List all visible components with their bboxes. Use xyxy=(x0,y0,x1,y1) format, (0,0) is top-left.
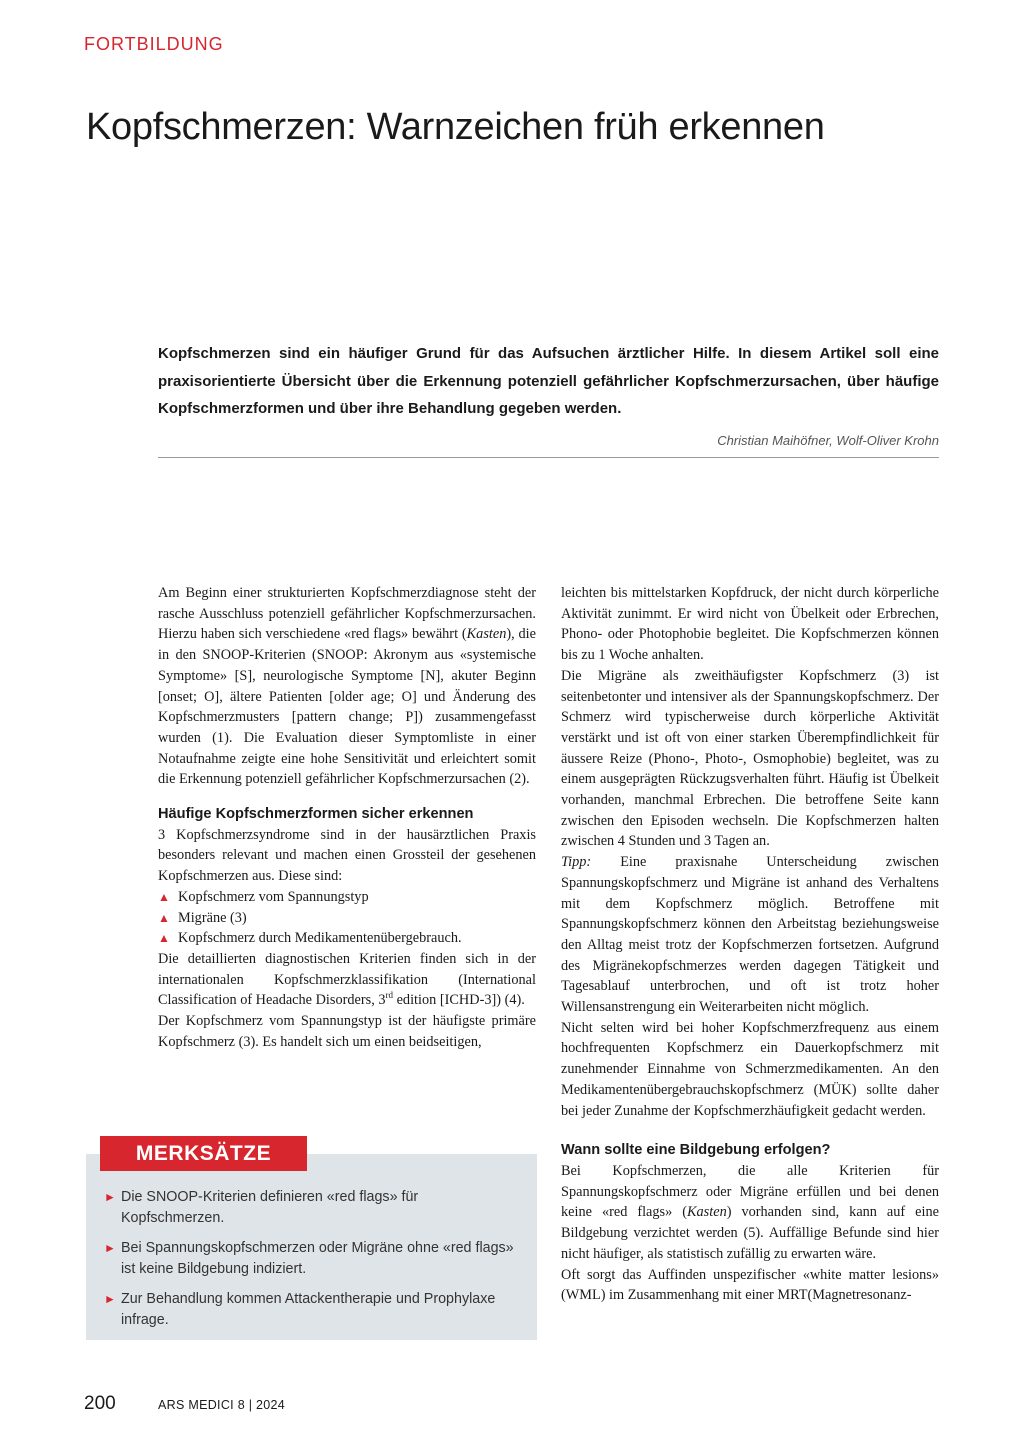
tip-label: Tipp: xyxy=(561,854,592,871)
left-column xyxy=(158,583,536,1052)
arrow-bullet-icon: ► xyxy=(104,1292,116,1306)
lead-divider xyxy=(158,457,939,458)
article-title: Kopfschmerzen: Warnzeichen früh erkennen xyxy=(86,106,825,148)
body-paragraph: leichten bis mittelstarken Kopfdruck, der nicht durch körperliche Aktivität zunimmt. Er wird nicht von Übelkeit oder Erbrechen, Phono- oder Photophobie begleitet. Die Kopfschmerzen können bis zu 1 Woche anhalten. xyxy=(561,585,939,664)
list-item: ▲ Migräne (3) xyxy=(158,908,536,929)
body-paragraph: Bei Kopfschmerzen, die alle Kriterien für Spannungskopfschmerz oder Migräne erfüllen und bei denen keine «red flags» (Kasten) vorhanden sind, kann auf eine Bildgebung verzichtet werden (5). Auffällige Befunde sind hier nicht häufiger, als statistisch zufällig zu erwarten wäre. xyxy=(561,1162,939,1262)
journal-issue: ARS MEDICI 8 | 2024 xyxy=(158,1398,286,1412)
body-paragraph: Am Beginn einer strukturierten Kopfschmerzdiagnose steht der rasche Ausschluss potenziell gefährlicher Kopfschmerzursachen. Hierzu haben sich verschiedene «red flags» bewährt (Kasten), die in den SNOOP-Kriterien (SNOOP: Akronym aus «systemische Symptome» [S], neurologische Symptome [N], akuter Beginn [onset; O], ältere Patienten [older age; O] und Änderung des Kopfschmerzmusters [pattern change; P]) zusammengefasst wurden (1). Die Evaluation dieser Symptomliste in einer Notaufnahme zeigte eine hohe Sensitivität und erleichtert somit die Erkennung potenziell gefährlicher Kopfschmerzursachen (2). xyxy=(158,585,536,788)
right-column xyxy=(561,583,939,1306)
merksaetze-title: MERKSÄTZE xyxy=(100,1136,307,1171)
kasten-reference: Kasten xyxy=(466,626,507,643)
body-paragraph: Tipp: Eine praxisnahe Unterscheidung zwischen Spannungskopfschmerz und Migräne ist anhand des Verhaltens mit dem Kopfschmerz möglich. Betroffene mit Spannungskopfschmerz können den Arbeitstag beziehungsweise den Alltag meist trotz der Kopfschmerzen fortsetzen. Aufgrund des Migränekopfschmerzes werden dagegen Tätigkeit und Tagesablauf unterbrochen, und oft ist trotz hoher Willensanstrengung ein Weiterarbeiten nicht möglich. xyxy=(561,854,939,1016)
body-paragraph: Der Kopfschmerz vom Spannungstyp ist der häufigste primäre Kopfschmerz (3). Es handelt sich um einen beidseitigen, xyxy=(158,1013,536,1050)
section-heading: Wann sollte eine Bildgebung erfolgen? xyxy=(561,1142,831,1159)
syndrome-list xyxy=(158,887,536,949)
page-number: 200 xyxy=(84,1393,116,1414)
list-item: ► Die SNOOP-Kriterien definieren «red flags» für Kopfschmerzen. xyxy=(104,1189,419,1226)
triangle-bullet-icon: ▲ xyxy=(158,931,170,946)
section-heading: Häufige Kopfschmerzformen sicher erkennen xyxy=(158,806,474,823)
body-paragraph: 3 Kopfschmerzsyndrome sind in der hausärztlichen Praxis besonders relevant und machen einen Grossteil der gesehenen Kopfschmerzen aus. Diese sind: xyxy=(158,826,536,885)
authors: Christian Maihöfner, Wolf-Oliver Krohn xyxy=(717,433,939,448)
merksaetze-list xyxy=(104,1187,524,1340)
kasten-reference: Kasten xyxy=(687,1204,727,1221)
body-paragraph: Die detaillierten diagnostischen Kriterien finden sich in der internationalen Kopfschmerzklassifikation (International Classification of Headache Disorders, 3rd edition [ICHD-3]) (4). xyxy=(158,950,536,1009)
list-item: ► Bei Spannungskopfschmerzen oder Migräne ohne «red flags» ist keine Bildgebung indiziert. xyxy=(104,1240,514,1277)
body-paragraph: Nicht selten wird bei hoher Kopfschmerzfrequenz aus einem hochfrequenten Kopfschmerz ein Dauerkopfschmerz mit zunehmender Einnahme von Schmerzmedikamenten. An den Medikamentenübergebrauchskopfschmerz (MÜK) sollte daher bei jeder Zunahme der Kopfschmerzhäufigkeit gedacht werden. xyxy=(561,1019,939,1119)
triangle-bullet-icon: ▲ xyxy=(158,889,170,904)
lead-paragraph: Kopfschmerzen sind ein häufiger Grund für das Aufsuchen ärztlicher Hilfe. In diesem Artikel soll eine praxisorientierte Übersicht über die Erkennung potenziell gefährlicher Kopfschmerzursachen, über häufige Kopfschmerzformen und über ihre Behandlung gegeben werden. xyxy=(158,345,939,417)
body-paragraph: Oft sorgt das Auffinden unspezifischer «white matter lesions» (WML) im Zusammenhang mit einer MRT(Magnetresonanz- xyxy=(561,1266,939,1304)
body-paragraph: Die Migräne als zweithäufigster Kopfschmerz (3) ist seitenbetonter und intensiver als der Spannungskopfschmerz. Der Schmerz wird typischerweise durch körperliche Aktivität verstärkt und ist oft von einer starken Überempfindlichkeit für äussere Reize (Phono-, Photo-, Osmophobie) begleitet, was zu einem ausgeprägten Rückzugsverhalten führt. Häufig ist Übelkeit vorhanden, manchmal Erbrechen. Die betroffene Seite kann zwischen den Episoden wechseln. Die Kopfschmerzen halten zwischen 4 Stunden und 3 Tagen an. xyxy=(561,667,939,850)
list-item: ▲ Kopfschmerz vom Spannungstyp xyxy=(158,887,536,908)
section-label: FORTBILDUNG xyxy=(84,34,224,54)
list-item: ▲ Kopfschmerz durch Medikamentenübergebrauch. xyxy=(158,928,536,949)
triangle-bullet-icon: ▲ xyxy=(158,910,170,925)
arrow-bullet-icon: ► xyxy=(104,1241,116,1255)
list-item: ► Zur Behandlung kommen Attackentherapie und Prophylaxe infrage. xyxy=(104,1291,496,1328)
arrow-bullet-icon: ► xyxy=(104,1190,116,1204)
